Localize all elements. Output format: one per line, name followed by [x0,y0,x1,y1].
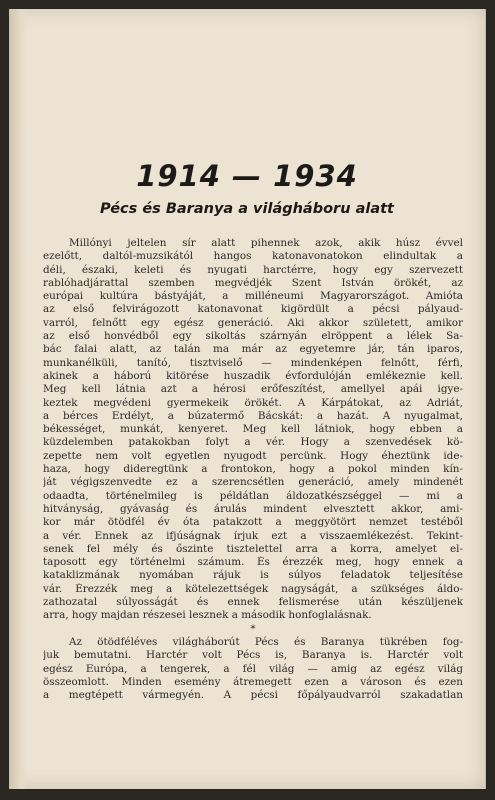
text-line: kataklizmának nyomában rájuk is súlyos feladatok teljesítése [43,569,463,582]
text-line: taposott egy történelmi számum. És érezzék meg, hogy ennek a [43,556,463,569]
text-line: Az ötödféléves világháborút Pécs és Baranya tükrében fog- [69,635,463,648]
text-line: keztek megvédeni gyermekeik örökét. A Kárpátokat, az Adriát, [43,396,463,409]
text-line: vár. Érezzék meg a kötelezettségek nagyságát, a szükséges áldo- [43,582,463,595]
text-line: rablóhadjárattal szemben megvédjék Szent István örökét, az [43,276,463,289]
text-line: déli, északi, keleti és nyugati harctérre, hogy egy szervezett [43,263,463,276]
text-line: odaadta, történelmileg is példátlan áldozatkészséggel — mi a [43,489,463,502]
book-page [9,9,486,789]
text-line: zepette nem volt egyetlen nyugodt percünk. Hogy éheztünk ide- [43,449,463,462]
text-line: Millónyi jeltelen sír alatt pihennek azok, akik húsz évvel [69,237,463,249]
text-line: kor már ötödfél év óta patakzott a meggyötört nemzet testéből [43,516,463,529]
text-line: bác falai alatt, az talán ma már az egyetemre jár, tán iparos, [43,343,463,356]
text-line: arra, hogy majdan részesei lesznek a második honfoglalásnak. [43,609,372,622]
page-heading: 1914 — 1934 [136,159,358,193]
text-line: varról, felnőtt egy egész generáció. Aki akkor született, amikor [43,316,463,329]
section-separator: * [250,623,256,635]
text-line: ját végigszenvedte ez a szerencsétlen generáció, amely mindenét [43,476,463,489]
text-line: haza, hogy dideregtünk a frontokon, hogy a pokol minden kín- [43,463,463,476]
text-line: küzdelemben patakokban folyt a vér. Hogy a szenvedések kö- [43,436,463,449]
text-line: a megtépett vármegyén. A pécsi főpályaudvarról szakadatlan [43,689,463,702]
paragraph-1 [43,237,463,623]
text-line: munkanélküli, tanító, tisztviselő — mindenképen felnőtt, férfi, [43,356,463,369]
text-line: egész Európa, a tengerek, a fél világ — amig az egész világ [43,662,463,675]
text-line: az első felvirágozott katonavonat kigördült a pécsi pályaud- [43,303,463,316]
text-line: juk bemutatni. Harctér volt Pécs is, Baranya is. Harctér volt [43,649,463,662]
text-line: akinek a háború kitörése huszadik évfordulóján emlékeznie kell. [43,369,463,382]
text-line: európai kultúra bástyáját, a milléneumi Magyarországot. Amióta [43,290,463,303]
text-line: ezelőtt, daltól-muzsikától hangos katonavonatokon elindultak a [43,250,463,263]
page-subheading: Pécs és Baranya a világháboru alatt [99,201,394,217]
text-line: a vér. Ennek az ifjúságnak írjuk ezt a visszaemlékezést. Tekint- [43,529,463,542]
text-line: Meg kell látnia azt a hérosi erőfeszítést, amellyel apái igye- [43,383,463,396]
text-line: békességet, munkát, kenyeret. Meg kell látniok, hogy ebben a [43,423,463,436]
text-line: összeomlott. Minden esemény átremegett ezen a városon és ezen [43,675,463,688]
text-line: senek fel mély és őszinte tisztelettel arra a korra, amelyet el- [43,542,463,555]
text-line: az első honvédből egy sikoltás szárnyán elröppent a lélek Sa- [43,330,463,343]
body-text [43,237,463,702]
paragraph-2 [43,636,463,702]
text-line: hitványság, gyávaság és árulás mindent elvesztett akkor, ami- [43,502,463,515]
text-line: a bérces Erdélyt, a búzatermő Bácskát: a hazát. A nyugalmat, [43,409,463,422]
text-line: zathozatal súlyosságát és ennek felismerése után készüljenek [43,596,463,609]
page-spine-shadow [9,9,27,789]
